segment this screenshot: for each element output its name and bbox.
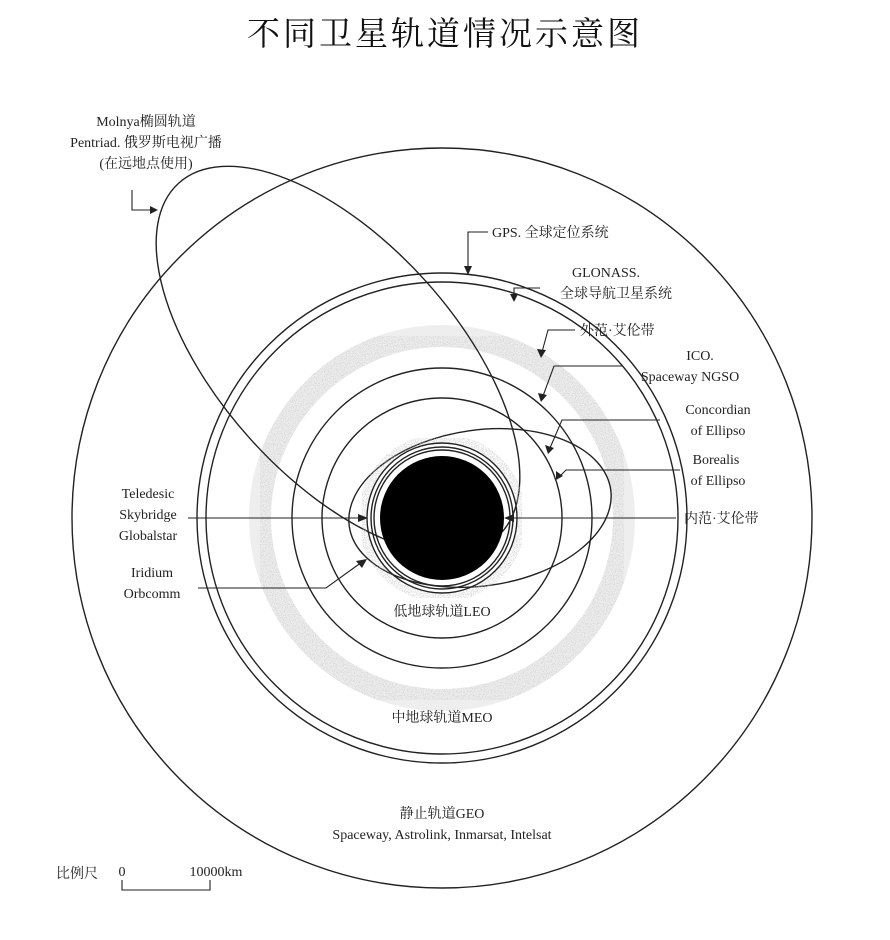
outer-belt-label: 外范·艾伦带 [580,324,655,339]
inner-belt-label: 内范·艾伦带 [684,512,759,527]
glonass-label-line1: GLONASS. [571,266,641,281]
teledesic-label-line1: Teledesic [121,487,175,502]
concordian-label-line1: Concordian [685,403,751,418]
diagram-title: 不同卫星轨道情况示意图 [247,14,643,53]
ico-label-line1: ICO. [686,349,714,364]
earth [380,456,504,580]
iridium-label-line1: Iridium [131,566,173,581]
concordian-label-line2: of Ellipso [690,424,746,439]
geo-label: 静止轨道GEO [399,807,485,822]
scale-bar [56,865,243,890]
molnya-label-line2: Pentriad. 俄罗斯电视广播 [70,136,222,151]
scale-max: 10000km [189,865,243,880]
teledesic-label-line2: Skybridge [119,508,177,523]
molnya-label-line1: Molnya椭圆轨道 [96,115,196,130]
gps-label: GPS. 全球定位系统 [492,226,609,241]
glonass-label-line2: 全球导航卫星系统 [560,287,672,302]
molnya-label-line3: (在远地点使用) [99,157,193,172]
meo-label: 中地球轨道MEO [391,711,493,726]
geo-systems-label: Spaceway, Astrolink, Inmarsat, Intelsat [332,828,552,843]
ico-label-line2: Spaceway NGSO [640,370,740,385]
borealis-label-line2: of Ellipso [690,474,746,489]
leo-label: 低地球轨道LEO [393,605,491,620]
scale-line [122,880,210,890]
scale-label: 比例尺 [56,867,98,882]
scale-zero: 0 [118,865,126,880]
borealis-label-line1: Borealis [692,453,740,468]
iridium-label-line2: Orbcomm [123,587,181,602]
teledesic-label-line3: Globalstar [118,529,178,544]
